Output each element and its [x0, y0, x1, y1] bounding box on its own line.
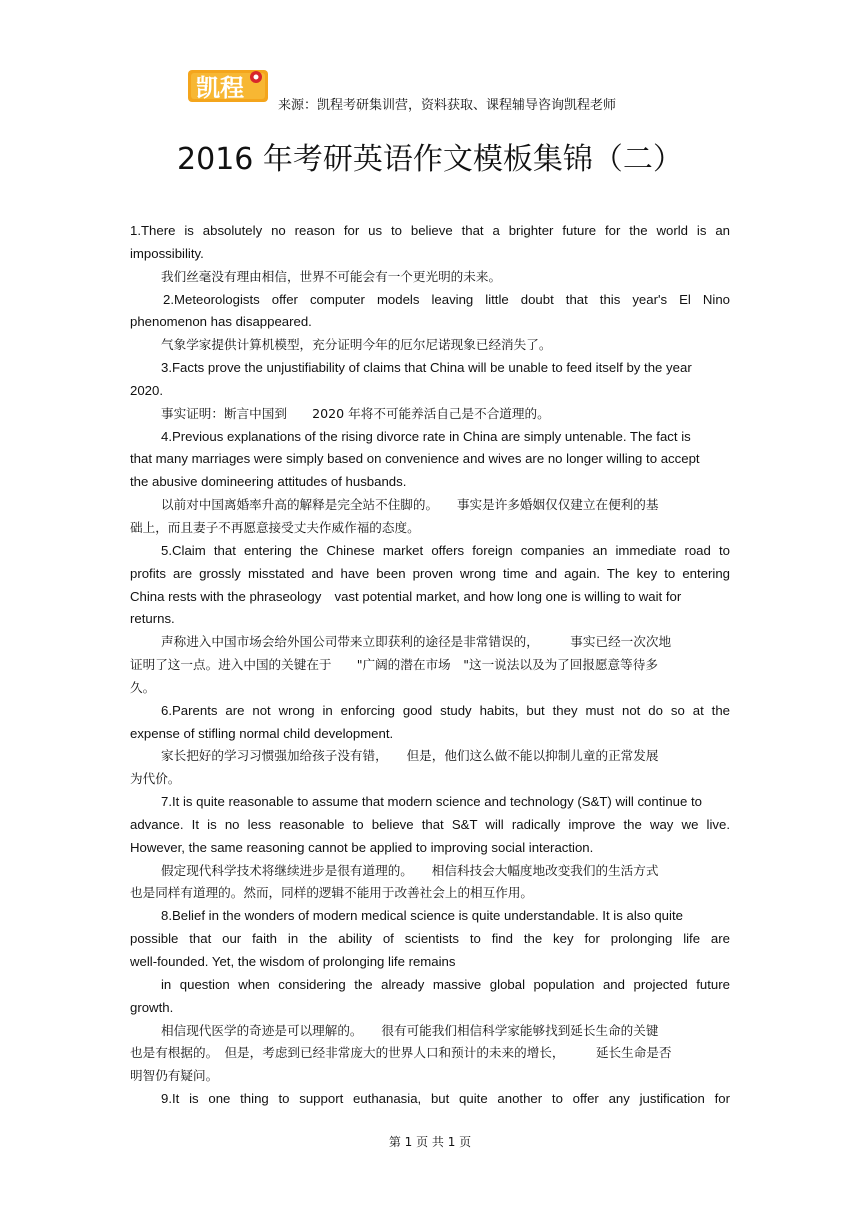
text-line: 声称进入中国市场会给外国公司带来立即获利的途径是非常错误的， 事实已经一次次地: [161, 634, 672, 650]
text-line: that many marriages were simply based on convenience and wives are no longer willing to accept: [130, 451, 700, 467]
text-line: advance. It is no less reasonable to believe that S&T will radically improve the way we live.: [130, 816, 730, 832]
text-line: 久。: [130, 679, 156, 695]
source-note: 来源：凯程考研集训营，资料获取、课程辅导咨询凯程老师: [278, 98, 617, 113]
text-line: returns.: [130, 611, 175, 627]
text-line: expense of stifling normal child development.: [130, 725, 394, 741]
text-line: However, the same reasoning cannot be applied to improving social interaction.: [130, 839, 594, 855]
text-line: 假定现代科学技术将继续进步是很有道理的。 相信科技会大幅度地改变我们的生活方式: [161, 862, 659, 878]
text-line: 家长把好的学习习惯强加给孩子没有错， 但是，他们这么做不能以抑制儿童的正常发展: [161, 748, 659, 764]
text-line: profits are grossly misstated and have been proven wrong time and again. The key to entering: [130, 565, 730, 581]
kaicheng-logo: [186, 64, 270, 106]
text-line: 气象学家提供计算机模型，充分证明今年的厄尔尼诺现象已经消失了。: [161, 337, 552, 353]
text-line: possible that our faith in the ability of scientists to find the key for prolonging life are: [130, 931, 730, 947]
text-line: 础上，而且妻子不再愿意接受丈夫作威作福的态度。: [130, 519, 420, 535]
text-line: 我们丝毫没有理由相信，世界不可能会有一个更光明的未来。: [161, 268, 502, 284]
text-line: impossibility.: [130, 245, 204, 261]
text-line: 2020.: [130, 382, 164, 398]
document-title: 2016 年考研英语作文模板集锦（二）: [177, 142, 683, 177]
text-line: 也是有根据的。 但是，考虑到已经非常庞大的世界人口和预计的未来的增长， 延长生命是否: [130, 1045, 672, 1061]
document-body: [130, 220, 730, 1111]
page-footer: 第 1 页 共 1 页: [388, 1135, 472, 1149]
text-line: 3.Facts prove the unjustifiability of claims that China will be unable to feed itself by the year: [161, 360, 692, 376]
text-line: 为代价。: [130, 771, 181, 787]
text-line: 9.It is one thing to support euthanasia, but quite another to offer any justification for: [161, 1091, 730, 1107]
text-line: 事实证明：断言中国到 2020 年将不可能养活自己是不合道理的。: [161, 405, 550, 421]
text-line: well-founded. Yet, the wisdom of prolonging life remains: [130, 954, 456, 969]
text-line: 以前对中国离婚率升高的解释是完全站不住脚的。 事实是许多婚姻仅仅建立在便利的基: [161, 497, 659, 513]
text-line: growth.: [130, 999, 174, 1015]
text-line: 1.There is absolutely no reason for us to believe that a brighter future for the world is an: [130, 223, 730, 238]
text-line: 4.Previous explanations of the rising divorce rate in China are simply untenable. The fact is: [161, 428, 691, 444]
text-line: 7.It is quite reasonable to assume that modern science and technology (S&T) will continue to: [161, 794, 702, 810]
page-header: [186, 64, 786, 113]
text-line: 相信现代医学的奇迹是可以理解的。 很有可能我们相信科学家能够找到延长生命的关键: [161, 1022, 659, 1038]
text-line: 也是同样有道理的。然而，同样的逻辑不能用于改善社会上的相互作用。: [130, 885, 533, 901]
text-line: phenomenon has disappeared.: [130, 314, 312, 330]
text-line: China rests with the phraseology vast potential market, and how long one is willing to wait for: [130, 588, 682, 604]
text-line: 5.Claim that entering the Chinese market offers foreign companies an immediate road to: [161, 542, 730, 558]
logo-text: 凯程: [196, 74, 244, 102]
text-line: in question when considering the already massive global population and projected future: [161, 976, 730, 992]
text-line: 6.Parents are not wrong in enforcing good study habits, but they must not do so at the: [161, 702, 730, 718]
text-line: the abusive domineering attitudes of husbands.: [130, 474, 407, 490]
text-line: 明智仍有疑问。: [130, 1068, 219, 1084]
text-line: 2.Meteorologists offer computer models leaving little doubt that this year's El Nino: [163, 291, 730, 307]
text-line: 证明了这一点。进入中国的关键在于 "广阔的潜在市场 "这一说法以及为了回报愿意等待多: [130, 657, 658, 673]
text-line: 8.Belief in the wonders of modern medical science is quite understandable. It is also quite: [161, 908, 683, 924]
